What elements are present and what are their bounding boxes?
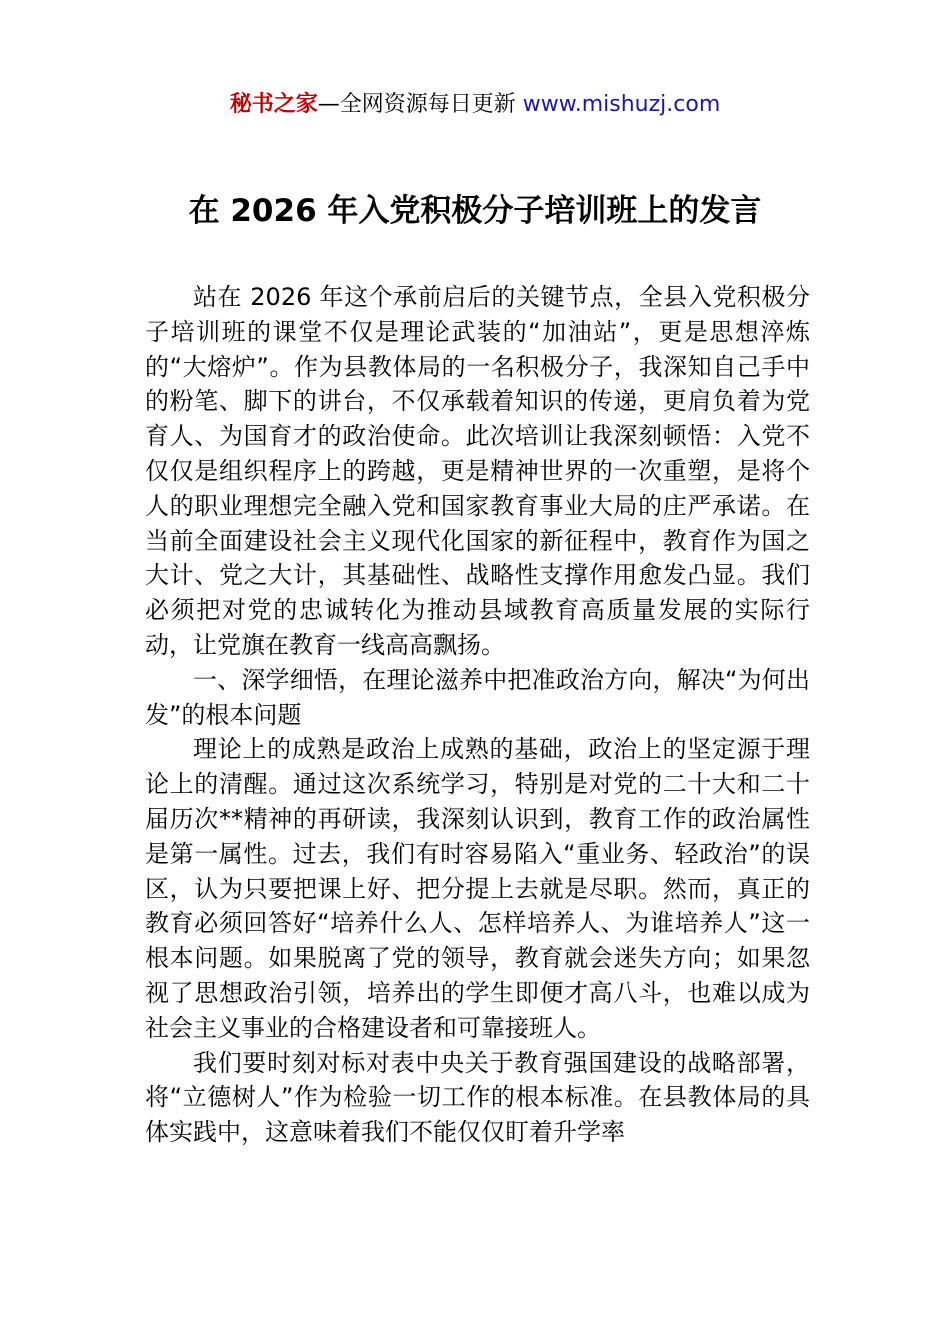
site-banner <box>0 90 950 120</box>
paragraph-theory: 理论上的成熟是政治上成熟的基础，政治上的坚定源于理论上的清醒。通过这次系统学习，特别是对党的二十大和二十届历次**精神的再研读，我深刻认识到，教育工作的政治属性是第一属性。过去，我们有时容易陷入“重业务、轻政治”的误区，认为只要把课上好、把分提上去就是尽职。然而，真正的教育必须回答好“培养什么人、怎样培养人、为谁培养人”这一根本问题。如果脱离了党的领导，教育就会迷失方向；如果忽视了思想政治引领，培养出的学生即便才高八斗，也难以成为社会主义事业的合格建设者和可靠接班人。 <box>145 735 810 1042</box>
brand-name: 秘书之家 <box>229 92 318 117</box>
document-title: 在 2026 年入党积极分子培训班上的发言 <box>188 193 762 229</box>
site-url-link[interactable]: www.mishuzj.com <box>522 92 721 117</box>
brand-tagline: —全网资源每日更新 <box>317 92 523 117</box>
section-heading-1: 一、深学细悟，在理论滋养中把准政治方向，解决“为何出发”的根本问题 <box>145 665 810 729</box>
document-body <box>145 280 810 1150</box>
paragraph-practice: 我们要时刻对标对表中央关于教育强国建设的战略部署，将“立德树人”作为检验一切工作的根本标准。在县教体局的具体实践中，这意味着我们不能仅仅盯着升学率 <box>145 1048 810 1147</box>
paragraph-intro: 站在 2026 年这个承前启后的关键节点，全县入党积极分子培训班的课堂不仅是理论武装的“加油站”，更是思想淬炼的“大熔炉”。作为县教体局的一名积极分子，我深知自己手中的粉笔、脚下的讲台，不仅承载着知识的传递，更肩负着为党育人、为国育才的政治使命。此次培训让我深刻顿悟：入党不仅仅是组织程序上的跨越，更是精神世界的一次重塑，是将个人的职业理想完全融入党和国家教育事业大局的庄严承诺。在当前全面建设社会主义现代化国家的新征程中，教育作为国之大计、党之大计，其基础性、战略性支撑作用愈发凸显。我们必须把对党的忠诚转化为推动县域教育高质量发展的实际行动，让党旗在教育一线高高飘扬。 <box>145 283 810 659</box>
